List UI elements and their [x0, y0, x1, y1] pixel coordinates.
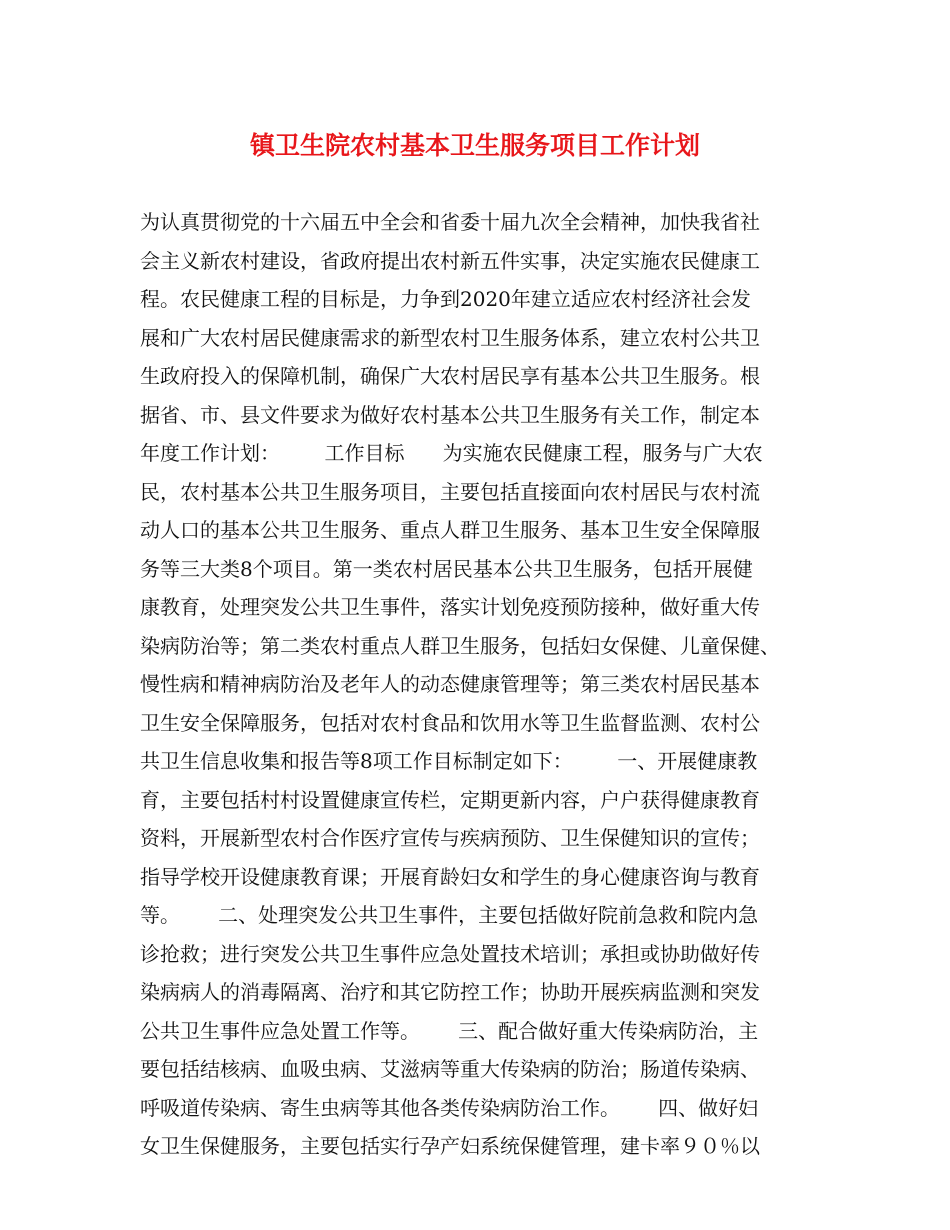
body-line: 诊抢救；进行突发公共卫生事件应急处置技术培训；承担或协助做好传 [140, 941, 760, 966]
body-line: 呼吸道传染病、寄生虫病等其他各类传染病防治工作。 四、做好妇 [140, 1095, 759, 1120]
body-line: 育，主要包括村村设置健康宣传栏，定期更新内容，户户获得健康教育 [140, 787, 760, 812]
body-line: 要包括结核病、血吸虫病、艾滋病等重大传染病的防治；肠道传染病、 [140, 1057, 760, 1081]
document-title: 镇卫生院农村基本卫生服务项目工作计划 [249, 131, 700, 160]
body-line: 为认真贯彻党的十六届五中全会和省委十届九次全会精神，加快我省社 [140, 210, 760, 234]
body-line: 程。农民健康工程的目标是，力争到2020年建立适应农村经济社会发 [140, 287, 751, 311]
body-line: 民，农村基本公共卫生服务项目，主要包括直接面向农村居民与农村流 [140, 479, 760, 504]
body-line: 卫生安全保障服务，包括对农村食品和饮用水等卫生监督监测、农村公 [140, 710, 760, 735]
body-line: 康教育，处理突发公共卫生事件，落实计划免疫预防接种，做好重大传 [140, 595, 760, 619]
body-line: 染病病人的消毒隔离、治疗和其它防控工作；协助开展疾病监测和突发 [140, 980, 760, 1004]
body-line: 指导学校开设健康教育课；开展育龄妇女和学生的身心健康咨询与教育 [140, 864, 760, 889]
body-line: 会主义新农村建设，省政府提出农村新五件实事，决定实施农民健康工 [140, 248, 760, 273]
body-line: 染病防治等；第二类农村重点人群卫生服务，包括妇女保健、儿童保健、 [140, 633, 780, 658]
body-line: 年度工作计划： 工作目标 为实施农民健康工程，服务与广大农 [140, 441, 763, 465]
body-line: 公共卫生事件应急处置工作等。 三、配合做好重大传染病防治，主 [140, 1018, 759, 1043]
body-line: 动人口的基本公共卫生服务、重点人群卫生服务、基本卫生安全保障服 [140, 518, 760, 542]
body-line: 展和广大农村居民健康需求的新型农村卫生服务体系，建立农村公共卫 [140, 325, 760, 350]
body-line: 生政府投入的保障机制，确保广大农村居民享有基本公共卫生服务。根 [140, 364, 760, 388]
body-line: 资料，开展新型农村合作医疗宣传与疾病预防、卫生保健知识的宣传； [140, 826, 760, 850]
body-line: 共卫生信息收集和报告等8项工作目标制定如下： 一、开展健康教 [140, 749, 758, 773]
body-line: 务等三大类8个项目。第一类农村居民基本公共卫生服务，包括开展健 [140, 556, 753, 581]
body-line: 女卫生保健服务，主要包括实行孕产妇系统保健管理，建卡率９０％以 [140, 1134, 760, 1158]
body-line: 等。 二、处理突发公共卫生事件，主要包括做好院前急救和院内急 [140, 903, 759, 927]
body-line: 据省、市、县文件要求为做好农村基本公共卫生服务有关工作，制定本 [140, 402, 760, 427]
body-line: 慢性病和精神病防治及老年人的动态健康管理等；第三类农村居民基本 [140, 672, 760, 696]
document-body [140, 203, 830, 1166]
